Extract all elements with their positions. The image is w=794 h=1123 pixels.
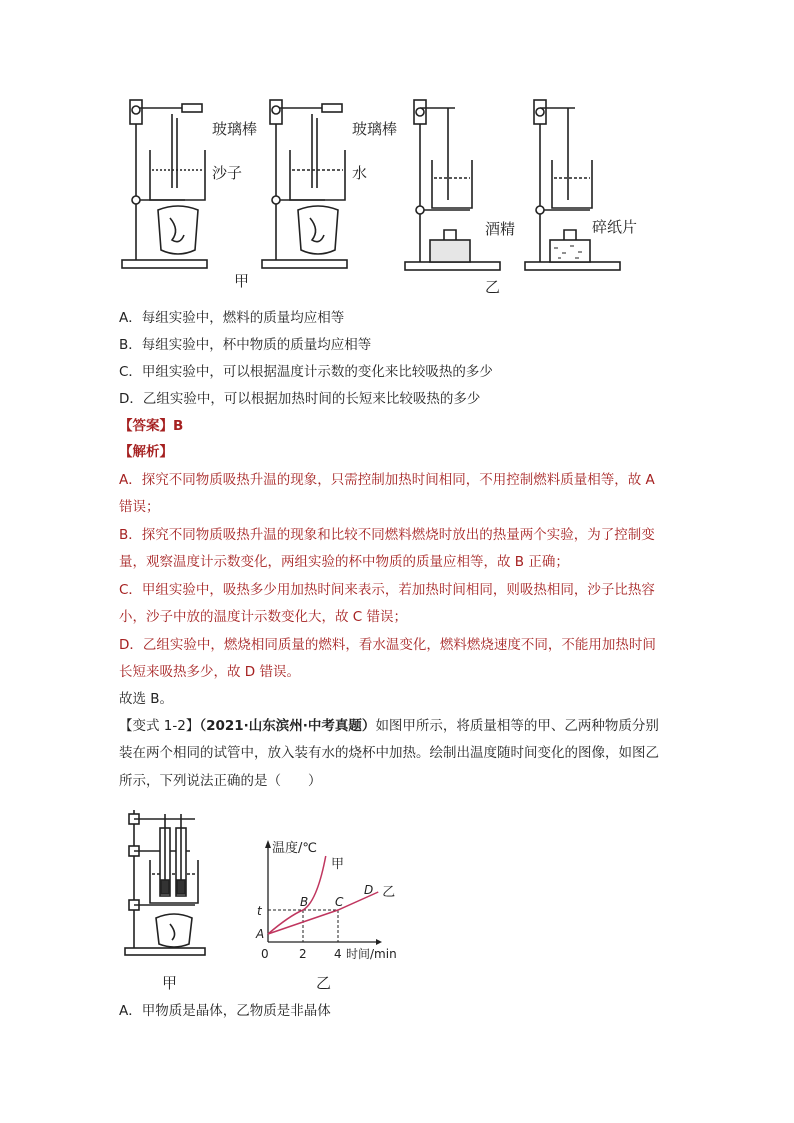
series-label-jia: 甲 bbox=[331, 857, 345, 872]
analysis-b-line1: B．探究不同物质吸热升温的现象和比较不同燃料燃烧时放出的热量两个实验，为了控制变 bbox=[119, 527, 655, 543]
label-glass-rod-2: 玻璃棒 bbox=[352, 120, 398, 138]
x-tick-0: 0 bbox=[261, 947, 269, 961]
caption-jia-2: 甲 bbox=[162, 974, 178, 992]
question2-line1 bbox=[119, 716, 659, 736]
apparatus-alcohol bbox=[405, 100, 500, 270]
figure-2-apparatus bbox=[120, 800, 220, 960]
label-water: 水 bbox=[352, 164, 368, 182]
y-axis-label: 温度/℃ bbox=[272, 841, 317, 856]
caption-jia-1: 甲 bbox=[234, 272, 250, 290]
analysis-a-line2: 错误； bbox=[119, 499, 160, 515]
curve-jia bbox=[268, 856, 326, 934]
label-glass-rod-1: 玻璃棒 bbox=[212, 120, 258, 138]
label-alcohol: 酒精 bbox=[485, 220, 516, 238]
point-B: B bbox=[300, 895, 309, 909]
apparatus-paper bbox=[525, 100, 620, 270]
option-a: A．每组实验中，燃料的质量均应相等 bbox=[119, 310, 345, 326]
y-tick-t: t bbox=[257, 904, 262, 918]
x-tick-2: 2 bbox=[299, 947, 307, 961]
x-axis-label: 时间/min bbox=[346, 947, 397, 961]
analysis-d-line2: 长短来吸热多少，故 D 错误。 bbox=[119, 664, 300, 680]
curve-yi bbox=[268, 892, 378, 934]
option2-a: A．甲物质是晶体，乙物质是非晶体 bbox=[119, 1003, 331, 1019]
question2-line1-rest: 如图甲所示，将质量相等的甲、乙两种物质分别 bbox=[375, 718, 659, 734]
apparatus-water bbox=[262, 100, 347, 268]
point-A: A bbox=[256, 927, 265, 941]
question2-source: （2021·山东滨州·中考真题） bbox=[199, 718, 376, 734]
conclusion: 故选 B。 bbox=[119, 691, 174, 707]
y-axis-arrow bbox=[265, 840, 271, 848]
figure-2-chart bbox=[248, 832, 428, 968]
series-label-yi: 乙 bbox=[382, 885, 396, 900]
question2-tag: 【变式 1-2】 bbox=[119, 718, 200, 734]
x-axis-arrow bbox=[376, 939, 382, 945]
option-c: C．甲组实验中，可以根据温度计示数的变化来比较吸热的多少 bbox=[119, 364, 493, 380]
point-D: D bbox=[364, 883, 374, 897]
analysis-b-line2: 量，观察温度计示数变化，两组实验的杯中物质的质量应相等，故 B 正确； bbox=[119, 554, 569, 570]
analysis-c-line2: 小，沙子中放的温度计示数变化大，故 C 错误； bbox=[119, 609, 408, 625]
analysis-c-line1: C．甲组实验中，吸热多少用加热时间来表示，若加热时间相同，则吸热相同，沙子比热容 bbox=[119, 582, 655, 598]
point-C: C bbox=[335, 895, 344, 909]
option-d: D．乙组实验中，可以根据加热时间的长短来比较吸热的多少 bbox=[119, 391, 481, 407]
x-tick-4: 4 bbox=[334, 947, 342, 961]
apparatus-sand bbox=[122, 100, 207, 268]
question2-line2: 装在两个相同的试管中，放入装有水的烧杯中加热。绘制出温度随时间变化的图像，如图乙 bbox=[119, 745, 659, 761]
analysis-a-line1: A．探究不同物质吸热升温的现象，只需控制加热时间相同，不用控制燃料质量相等，故 A bbox=[119, 472, 655, 488]
analysis-label: 【解析】 bbox=[119, 444, 173, 460]
caption-yi-1: 乙 bbox=[485, 278, 501, 296]
caption-yi-2: 乙 bbox=[316, 974, 332, 992]
option-b: B．每组实验中，杯中物质的质量均应相等 bbox=[119, 337, 372, 353]
answer-label: 【答案】B bbox=[119, 418, 184, 434]
question2-line3: 所示，下列说法正确的是（ ） bbox=[119, 773, 322, 789]
label-paper: 碎纸片 bbox=[592, 218, 638, 236]
analysis-d-line1: D．乙组实验中，燃烧相同质量的燃料，看水温变化，燃料燃烧速度不同，不能用加热时间 bbox=[119, 637, 656, 653]
label-sand: 沙子 bbox=[212, 164, 243, 182]
